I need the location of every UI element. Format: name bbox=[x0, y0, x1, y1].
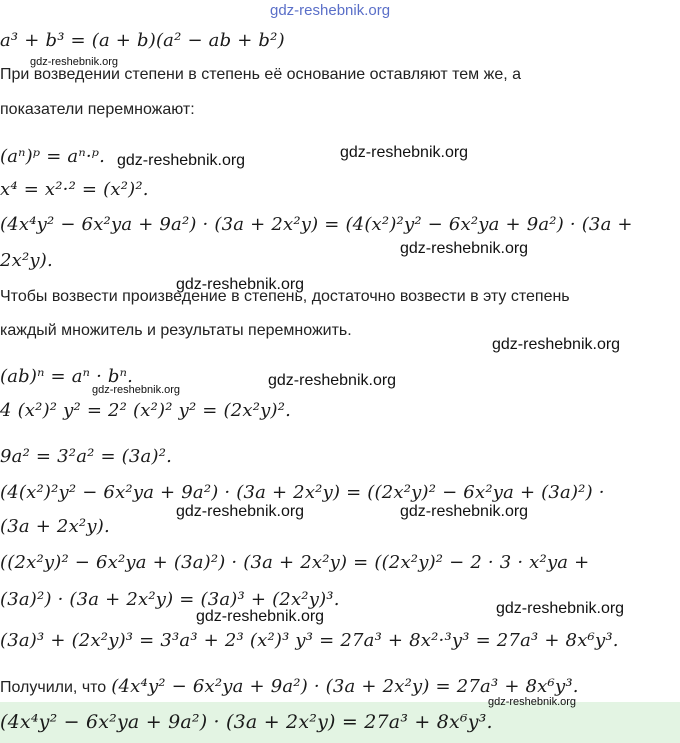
final-answer: (4x⁴y² − 6x²ya + 9a²) · (3a + 2x²y) = 27a³ + 8x⁶y³. bbox=[0, 711, 493, 733]
watermark: gdz-reshebnik.org bbox=[117, 152, 246, 169]
watermark: gdz-reshebnik.org bbox=[30, 56, 119, 68]
watermark: gdz-reshebnik.org bbox=[176, 503, 305, 520]
formula-9a2: 9a² = 3²a² = (3a)². bbox=[0, 446, 173, 467]
formula-step2-line1: (4(x²)²y² − 6x²ya + 9a²) · (3a + 2x²y) = ((2x²y)² − 6x²ya + (3a)²) · bbox=[0, 482, 605, 503]
conclusion-text: Получили, что bbox=[0, 679, 107, 696]
watermark: gdz-reshebnik.org bbox=[92, 384, 181, 396]
watermark: gdz-reshebnik.org bbox=[176, 276, 305, 293]
rule-power-of-power-line2: показатели перемножают: bbox=[0, 101, 195, 118]
conclusion-line bbox=[0, 676, 579, 697]
watermark: gdz-reshebnik.org bbox=[400, 240, 529, 257]
watermark: gdz-reshebnik.org bbox=[496, 600, 625, 617]
rule-power-of-product-line2: каждый множитель и результаты перемножить. bbox=[0, 322, 352, 339]
rule-power-of-product-line1: Чтобы возвести произведение в степень, достаточно возвести в эту степень bbox=[0, 288, 570, 305]
formula-step3-line1: ((2x²y)² − 6x²ya + (3a)²) · (3a + 2x²y) = ((2x²y)² − 2 · 3 · x²ya + bbox=[0, 552, 590, 573]
formula-power-of-power: (aⁿ)ᵖ = aⁿ·ᵖ. bbox=[0, 146, 106, 167]
formula-sum-of-cubes: a³ + b³ = (a + b)(a² − ab + b²) bbox=[0, 30, 285, 51]
formula-power-of-product: (ab)ⁿ = aⁿ · bⁿ. bbox=[0, 366, 134, 387]
formula-step3-line2: (3a)²) · (3a + 2x²y) = (3a)³ + (2x²y)³. bbox=[0, 589, 340, 610]
watermark: gdz-reshebnik.org bbox=[492, 336, 621, 353]
formula-step1-line2: 2x²y). bbox=[0, 250, 53, 271]
watermark: gdz-reshebnik.org bbox=[488, 696, 577, 708]
watermark: gdz-reshebnik.org bbox=[340, 144, 469, 161]
formula-step1-line1: (4x⁴y² − 6x²ya + 9a²) · (3a + 2x²y) = (4(x²)²y² − 6x²ya + 9a²) · (3a + bbox=[0, 214, 633, 235]
watermark: gdz-reshebnik.org bbox=[400, 503, 529, 520]
watermark: gdz-reshebnik.org bbox=[270, 2, 391, 19]
watermark: gdz-reshebnik.org bbox=[196, 608, 325, 625]
formula-x4: x⁴ = x²·² = (x²)². bbox=[0, 179, 149, 200]
rule-power-of-power-line1: При возведении степени в степень её основание оставляют тем же, а bbox=[0, 66, 522, 83]
formula-step4: (3a)³ + (2x²y)³ = 3³a³ + 2³ (x²)³ y³ = 27a³ + 8x²·³y³ = 27a³ + 8x⁶y³. bbox=[0, 630, 619, 651]
conclusion-formula: (4x⁴y² − 6x²ya + 9a²) · (3a + 2x²y) = 27a³ + 8x⁶y³. bbox=[111, 676, 579, 697]
formula-4x4y2: 4 (x²)² y² = 2² (x²)² y² = (2x²y)². bbox=[0, 400, 292, 421]
watermark: gdz-reshebnik.org bbox=[268, 372, 397, 389]
formula-step2-line2: (3a + 2x²y). bbox=[0, 516, 110, 537]
